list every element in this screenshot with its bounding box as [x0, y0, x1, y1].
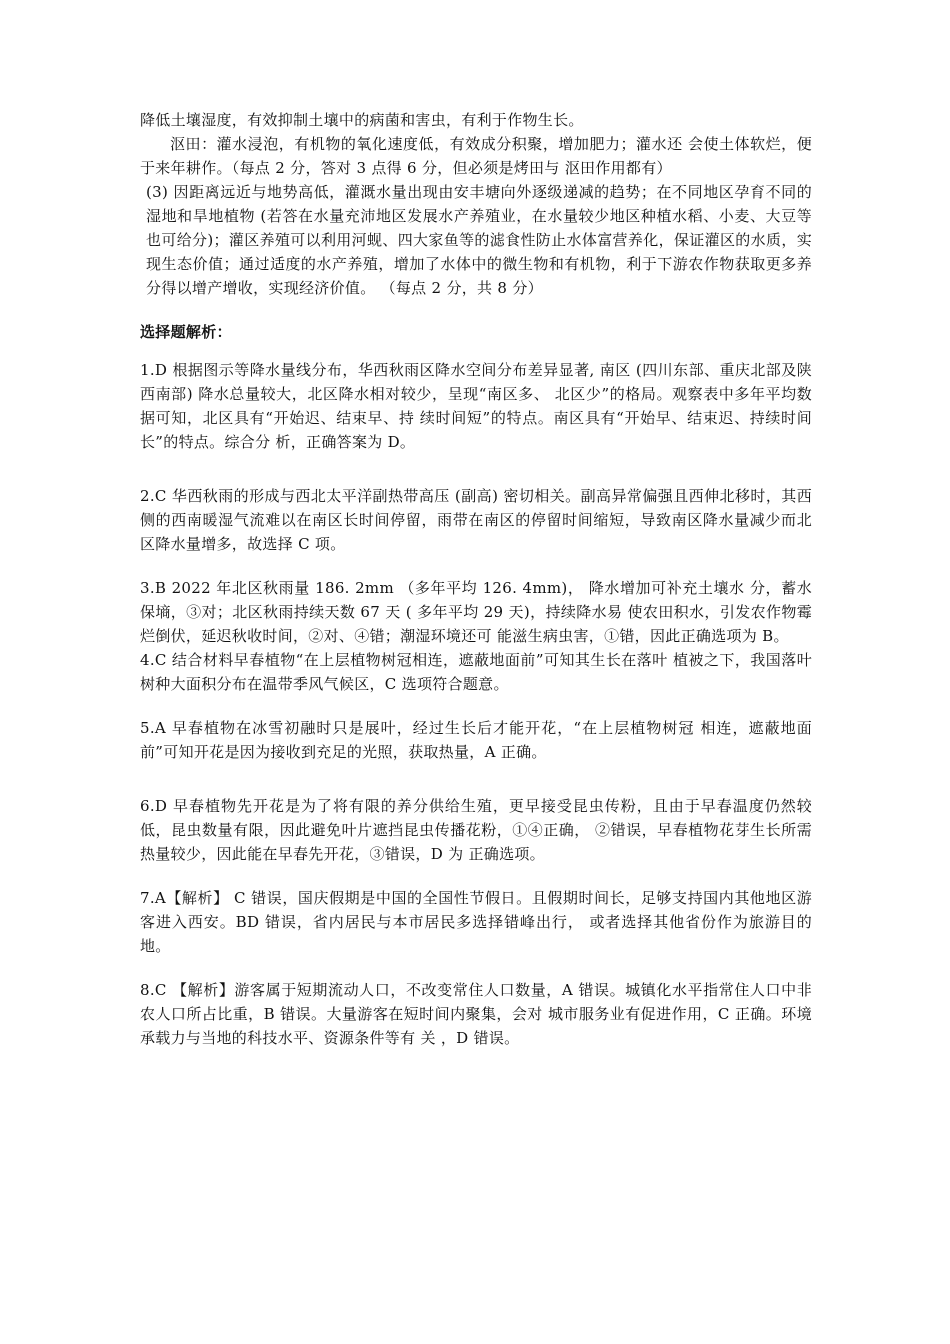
item-8: 8.C 【解析】游客属于短期流动人口，不改变常住人口数量，A 错误。城镇化水平指常住人口中非农人口所占比重，B 错误。大量游客在短时间内聚集，会对 城市服务业有促进作用，C 正确。环境承载力与当地的科技水平、资源条件等有 关 ，D 错误。 [140, 981, 812, 1047]
section-heading: 选择题解析： [140, 323, 232, 341]
item-7: 7.A【解析】 C 错误，国庆假期是中国的全国性节假日。且假期时间长，足够支持国内其他地区游客进入西安。BD 错误，省内居民与本市居民多选择错峰出行， 或者选择其他省份作为旅游目的地。 [140, 889, 812, 955]
answer-paragraph-2: 沤田：灌水浸泡，有机物的氧化速度低，有效成分积聚，增加肥力；灌水还 会使土体软烂，便于来年耕作。（每点 2 分，答对 3 点得 6 分，但必须是烤田与 沤田作用都有） [140, 135, 812, 177]
answer-paragraph-3: (3) 因距离远近与地势高低，灌溉水量出现由安丰塘向外逐级递减的趋势；在不同地区孕育不同的湿地和旱地植物 (若答在水量充沛地区发展水产养殖业，在水量较少地区种植水稻、小麦、大豆等也可给分)；灌区养殖可以利用河蚬、四大家鱼等的滤食性防止水体富营养化，保证灌区的水质，实现生态价值；通过适度的水产养殖，增加了水体中的微生物和有机物，利于下游农作物获取更多养分得以增产增收，实现经济价值。 （每点 2 分，共 8 分） [146, 183, 812, 297]
document-page [140, 108, 812, 1050]
item-1: 1.D 根据图示等降水量线分布，华西秋雨区降水空间分布差异显著, 南区 (四川东部、重庆北部及陕西南部) 降水总量较大，北区降水相对较少，呈现“南区多、 北区少”的格局。观察表中多年平均数据可知，北区具有“开始迟、结束早、持 续时间短”的特点。南区具有“开始早、结束迟、持续时间长”的特点。综合分 析，正确答案为 D。 [140, 361, 812, 451]
item-5: 5.A 早春植物在冰雪初融时只是展叶，经过生长后才能开花，“在上层植物树冠 相连，遮蔽地面前”可知开花是因为接收到充足的光照，获取热量，A 正确。 [140, 719, 812, 761]
item-2: 2.C 华西秋雨的形成与西北太平洋副热带高压 (副高) 密切相关。副高异常偏强且西伸北移时，其西侧的西南暖湿气流难以在南区长时间停留，雨带在南区的停留时间缩短，导致南区降水量减少而北区降水量增多，故选择 C 项。 [140, 487, 812, 553]
item-3: 3.B 2022 年北区秋雨量 186. 2mm （多年平均 126. 4mm)， 降水增加可补充土壤水 分，蓄水保墒，③对；北区秋雨持续天数 67 天 ( 多年平均 29 天)，持续降水易 使农田积水，引发农作物霉烂倒伏，延迟秋收时间，②对、④错；潮湿环境还可 能滋生病虫害，①错，因此正确选项为 B。 [140, 579, 812, 645]
item-4: 4.C 结合材料早春植物“在上层植物树冠相连，遮蔽地面前”可知其生长在落叶 植被之下，我国落叶树种大面积分布在温带季风气候区，C 选项符合题意。 [140, 651, 812, 693]
answer-paragraph-1: 降低土壤湿度，有效抑制土壤中的病菌和害虫，有利于作物生长。 [140, 111, 584, 129]
item-6: 6.D 早春植物先开花是为了将有限的养分供给生殖，更早接受昆虫传粉，且由于早春温度仍然较低，昆虫数量有限，因此避免叶片遮挡昆虫传播花粉，①④正确， ②错误，早春植物花芽生长所需热量较少，因此能在早春先开花，③错误，D 为 正确选项。 [140, 797, 812, 863]
